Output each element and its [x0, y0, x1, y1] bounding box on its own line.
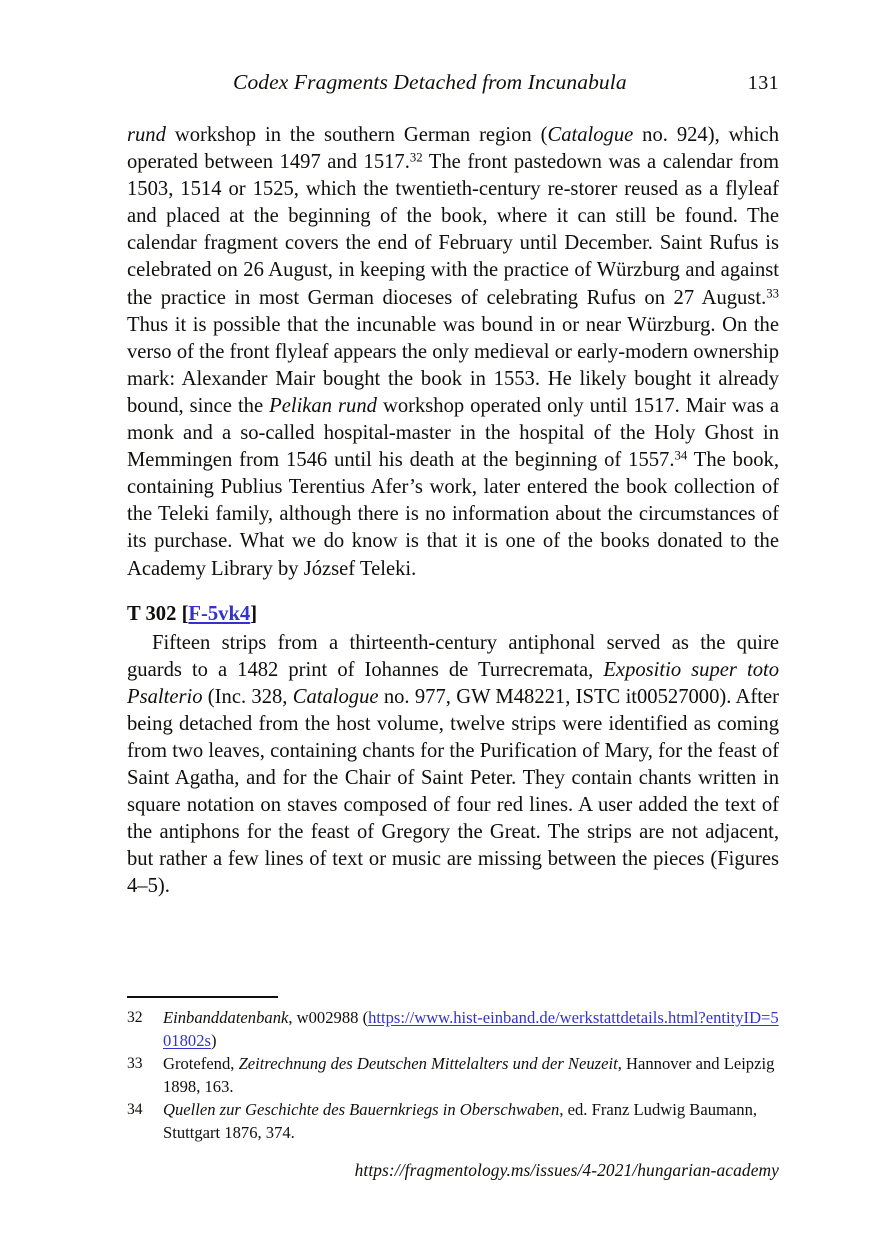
- paragraph-1-run-6: Thus it is possible that the incunable was bound in or near Würzburg. On the verso of the front flyleaf appears the only medieval or early-modern ownership mark: Alexander Mair bought the book in 1553. He likely bought it already bound, since the: [127, 313, 779, 417]
- footnote-32-post-text: ): [210, 1030, 217, 1050]
- footnote-33-post-text: , Hannover and Leipzig 1898, 163.: [163, 1054, 775, 1096]
- footnote-32-pre-text: , w002988 (: [288, 1008, 369, 1027]
- text-column: [127, 122, 779, 901]
- italic-term-catalogue-1: Catalogue: [547, 124, 634, 146]
- footnote-reference-32[interactable]: 32: [409, 150, 423, 165]
- shelfmark-link[interactable]: F-5vk4: [188, 602, 251, 625]
- footnote-33-italic-title: Zeitrechnung des Deutschen Mittelalters und der Neuzeit: [238, 1054, 618, 1074]
- paragraph-continued: [127, 122, 779, 583]
- paragraph-2-run-5: no. 977, GW M48221, ISTC it00527000). After being detached from the host volume, twelve strips were identified as coming from two leaves, containing chants for the Purification of Mary, for the feast of Saint Agatha, and for the Chair of Saint Peter. They contain chants written in square notation on staves composed of four red lines. A user added the text of the antiphons for the feast of Gregory the Great. The strips are not adjacent, but rather a few lines of text or music are missing between the pieces (Figures 4–5).: [127, 685, 779, 898]
- footnote-32-italic: Einbanddatenbank: [163, 1008, 289, 1027]
- footnote-separator-rule: [127, 996, 278, 998]
- paragraph-2-run-1: Fifteen strips from a thirteenth-century antiphonal served as the quire guards to a 1482 print of Iohannes de Turrecremata,: [127, 631, 779, 681]
- bracket-open: [: [181, 602, 189, 625]
- paragraph-1-run-4: no. 924), which operated between 1497 and 1517.: [127, 124, 779, 174]
- footer-url: https://fragmentology.ms/issues/4-2021/hungarian-academy: [354, 1160, 779, 1180]
- paragraph-1-run-9: The book, containing Publius Terentius Afer’s work, later entered the book collection of the Teleki family, although there is no information about the circumstances of its purchase. What we do know is that it is one of the books donated to the Academy Library by József Teleki.: [127, 449, 779, 580]
- section-heading: [127, 601, 779, 628]
- italic-term-rund: rund: [127, 124, 166, 146]
- italic-title-expositio: Expositio super toto Psalterio: [127, 658, 780, 708]
- footnote-number-32: 32: [127, 1009, 143, 1026]
- paragraph-1-run-5: The front pastedown was a calendar from 1503, 1514 or 1525, which the twentieth-century re-storer reused as a flyleaf and placed at the beginning of the book, where it can still be found. The calendar fragment covers the end of February until December. Saint Rufus is celebrated on 26 August, in keeping with the practice of Würzburg and against the practice in most German dioceses of celebrating Rufus on 27 August.: [127, 151, 779, 309]
- footnote-32-url-link[interactable]: https://www.hist-einband.de/werkstattdetails.html?entityID=501802s: [163, 1008, 779, 1050]
- footnote-34-post-text: , ed. Franz Ludwig Baumann, Stuttgart 1876, 374.: [163, 1100, 758, 1142]
- footnote-34: [127, 1099, 779, 1144]
- paragraph-2-run-3: (Inc. 328,: [202, 685, 293, 708]
- footnote-32: [127, 1007, 779, 1052]
- section-heading-label: T 302: [127, 602, 182, 625]
- italic-term-pelikan-rund: Pelikan rund: [269, 394, 377, 417]
- footnote-33-pre-text: Grotefend,: [163, 1054, 239, 1074]
- footnote-34-italic-title: Quellen zur Geschichte des Bauernkriegs in Oberschwaben: [163, 1100, 560, 1120]
- footnote-reference-34[interactable]: 34: [674, 448, 688, 463]
- bracket-close: ]: [250, 602, 258, 625]
- footnote-number-33: 33: [127, 1055, 143, 1073]
- footnote-number-34: 34: [127, 1101, 143, 1119]
- running-head-title: Codex Fragments Detached from Incunabula: [233, 70, 627, 94]
- page-footer: [127, 1160, 779, 1181]
- running-head: [127, 70, 779, 100]
- paragraph-1-run-8: workshop operated only until 1517. Mair was a monk and a so-called hospital-master in the hospital of the Holy Ghost in Memmingen from 1546 until his death at the beginning of 1557.: [127, 394, 779, 472]
- footnote-reference-33[interactable]: 33: [766, 285, 779, 300]
- italic-term-catalogue-2: Catalogue: [292, 685, 379, 708]
- footnote-area: [127, 996, 779, 1146]
- footnote-33: [127, 1053, 779, 1098]
- paragraph-fifteen-strips: [127, 630, 779, 901]
- paragraph-1-run-2: workshop in the southern German region (: [165, 124, 548, 146]
- page-number: 131: [747, 72, 779, 94]
